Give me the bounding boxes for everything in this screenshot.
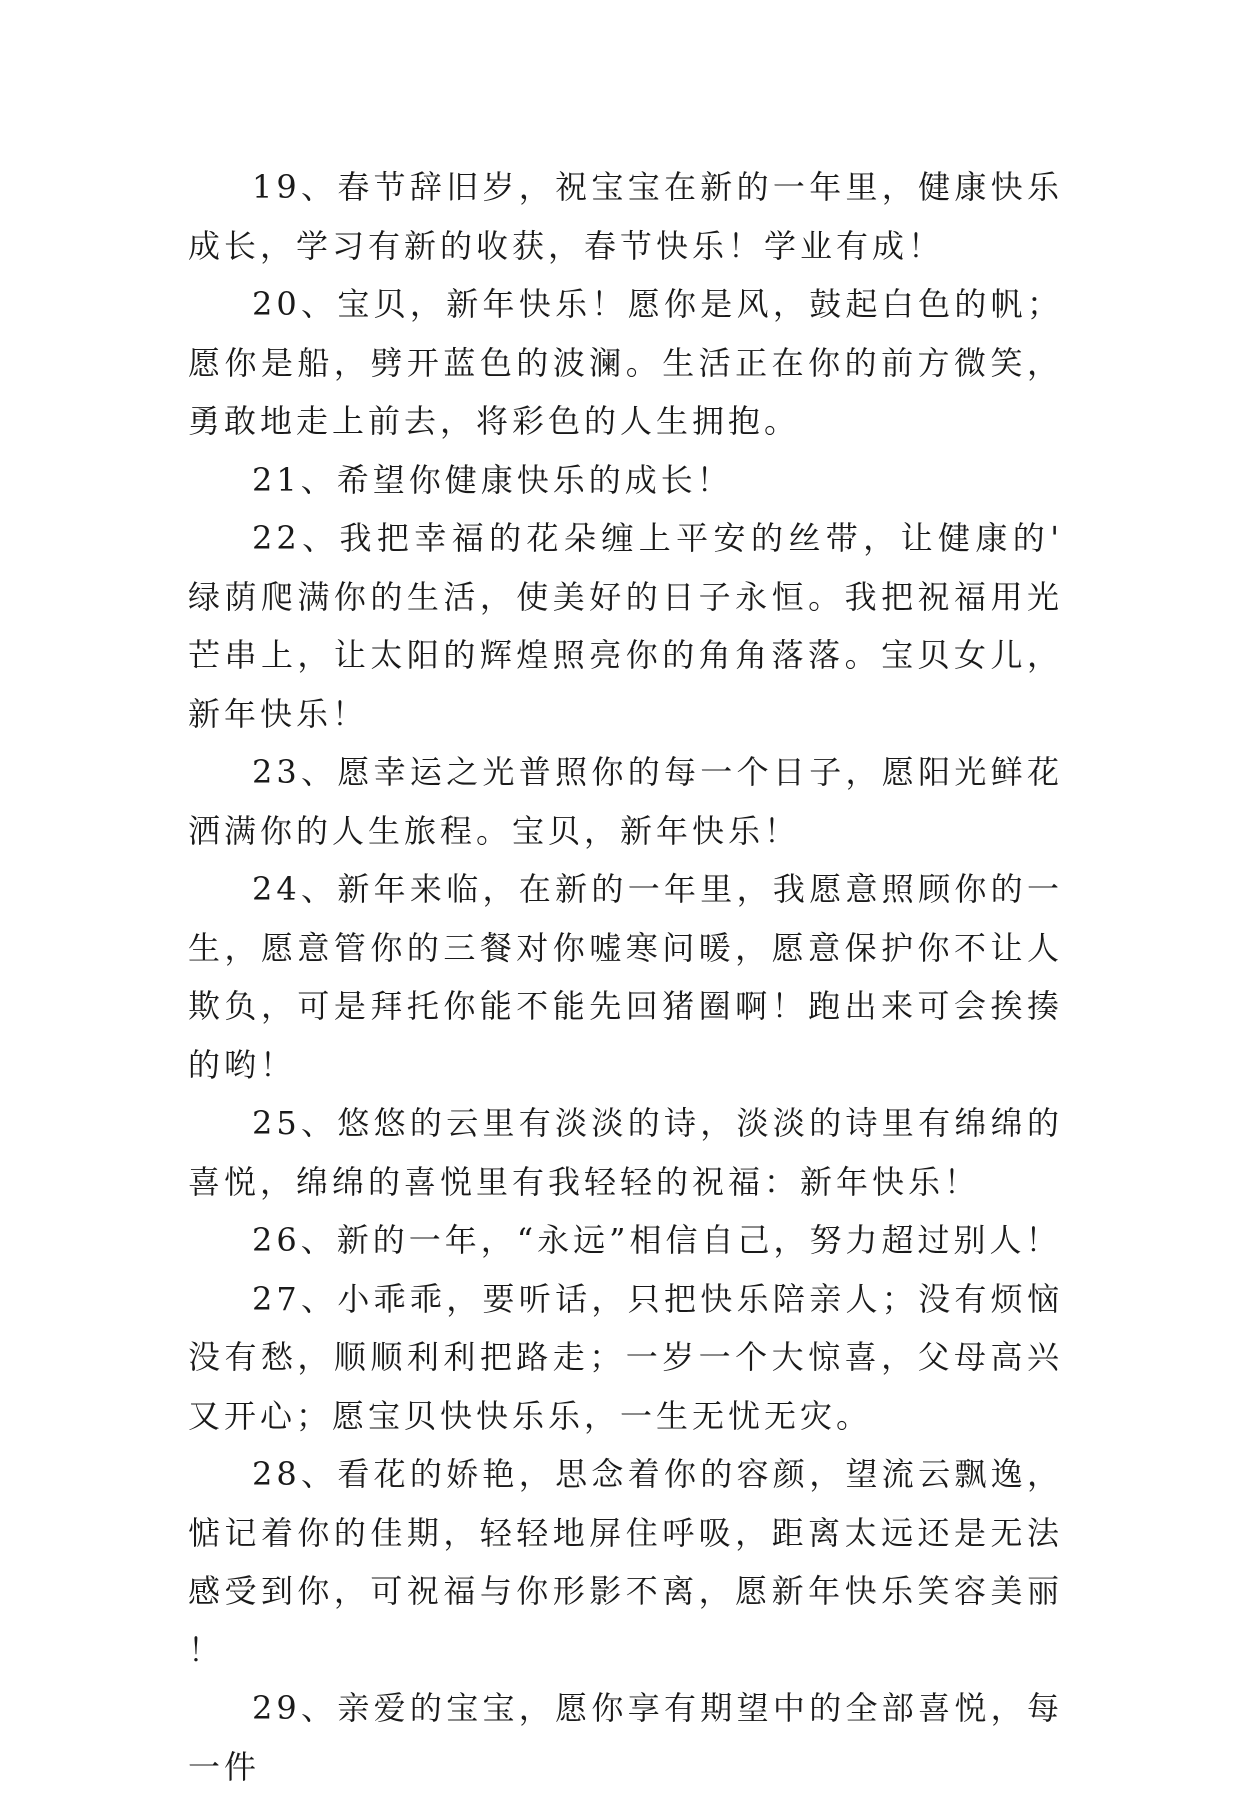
paragraph-20: 20、宝贝，新年快乐！愿你是风，鼓起白色的帆；愿你是船，劈开蓝色的波澜。生活正在你的前方微笑，勇敢地走上前去，将彩色的人生拥抱。 (188, 285, 1063, 440)
paragraph-26: 26、新的一年，“永远”相信自己，努力超过别人！ (252, 1221, 1062, 1259)
paragraph-27: 27、小乖乖，要听话，只把快乐陪亲人；没有烦恼没有愁，顺顺利利把路走；一岁一个大惊喜，父母高兴又开心；愿宝贝快快乐乐，一生无忧无灾。 (188, 1279, 1063, 1435)
paragraph-25: 25、悠悠的云里有淡淡的诗，淡淡的诗里有绵绵的喜悦，绵绵的喜悦里有我轻轻的祝福：新年快乐！ (188, 1104, 1063, 1201)
paragraph-29: 29、亲爱的宝宝，愿你享有期望中的全部喜悦，每一件 (188, 1689, 1063, 1786)
paragraph-21: 21、希望你健康快乐的成长！ (252, 460, 733, 499)
paragraph-23: 23、愿幸运之光普照你的每一个日子，愿阳光鲜花洒满你的人生旅程。宝贝，新年快乐！ (188, 753, 1063, 850)
document-body (188, 158, 1063, 1796)
paragraph-24: 24、新年来临，在新的一年里，我愿意照顾你的一生，愿意管你的三餐对你嘘寒问暖，愿意保护你不让人欺负，可是拜托你能不能先回猪圈啊！跑出来可会挨揍的哟！ (188, 870, 1063, 1084)
paragraph-22: 22、我把幸福的花朵缠上平安的丝带，让健康的'绿荫爬满你的生活，使美好的日子永恒。我把祝福用光芒串上，让太阳的辉煌照亮你的角角落落。宝贝女儿，新年快乐！ (188, 519, 1063, 733)
paragraph-19: 19、春节辞旧岁，祝宝宝在新的一年里，健康快乐成长，学习有新的收获，春节快乐！学业有成！ (188, 168, 1063, 265)
paragraph-28: 28、看花的娇艳，思念着你的容颜，望流云飘逸，惦记着你的佳期，轻轻地屏住呼吸，距离太远还是无法感受到你，可祝福与你形影不离，愿新年快乐笑容美丽！ (188, 1455, 1063, 1669)
